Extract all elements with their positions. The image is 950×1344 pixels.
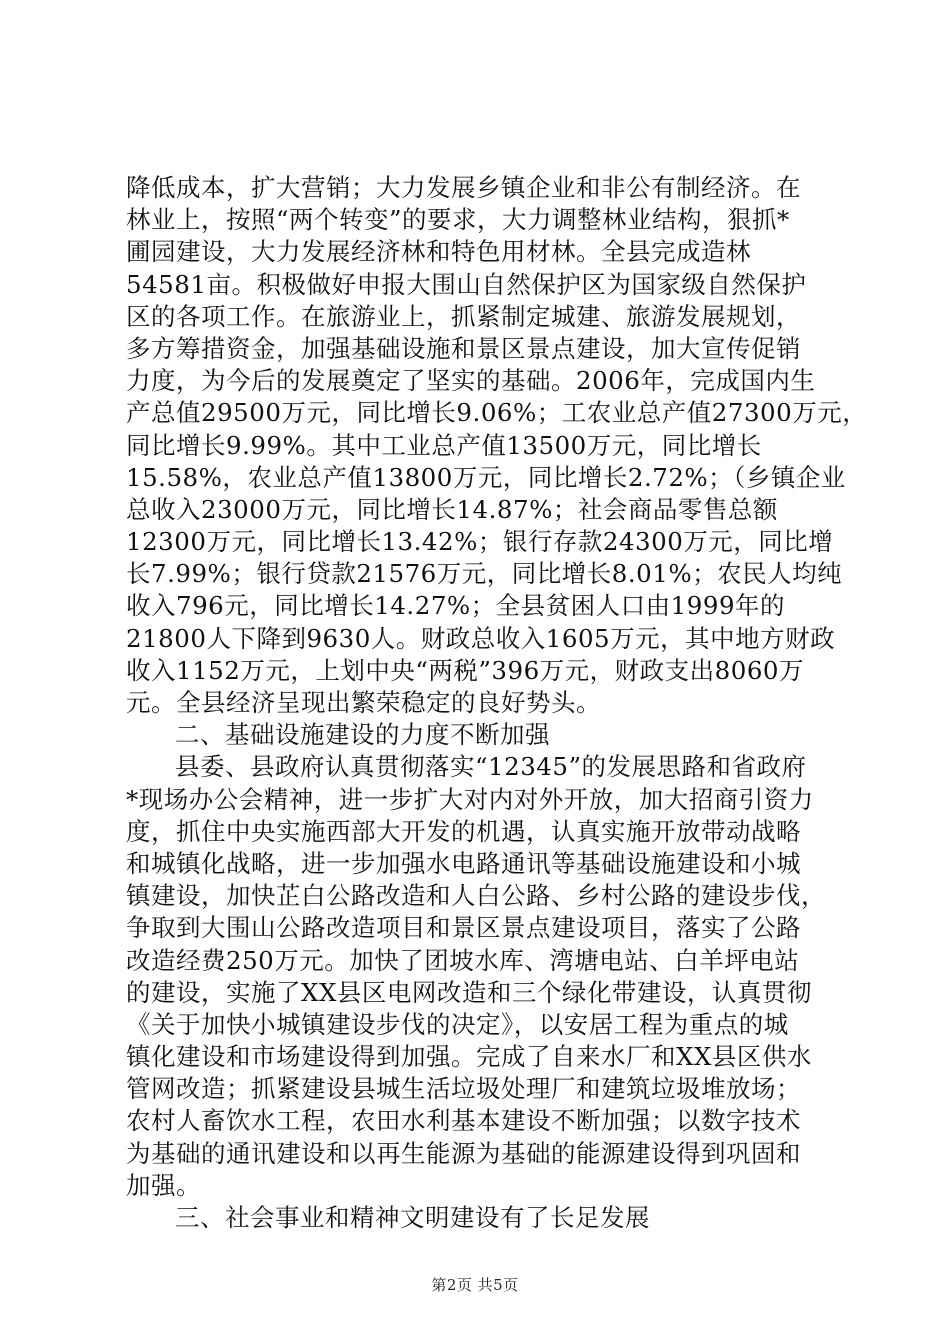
text-line: 加强。 xyxy=(126,1170,201,1200)
text-line: 收入796元，同比增长14.27%；全县贫困人口由1999年的 xyxy=(126,591,786,621)
text-line: 管网改造；抓紧建设县城生活垃圾处理厂和建筑垃圾堆放场； xyxy=(126,1074,801,1104)
text-line: *现场办公会精神，进一步扩大对内对外开放，加大招商引资力 xyxy=(126,784,814,814)
text-line: 区的各项工作。在旅游业上，抓紧制定城建、旅游发展规划， xyxy=(126,301,801,331)
document-body xyxy=(126,172,868,1234)
text-line: 为基础的通讯建设和以再生能源为基础的能源建设得到巩固和 xyxy=(126,1138,801,1168)
text-line: 总收入23000万元，同比增长14.87%；社会商品零售总额 xyxy=(126,494,778,524)
text-line: 收入1152万元，上划中央“两税”396万元，财政支出8060万 xyxy=(126,655,805,685)
text-line: 同比增长9.99%。其中工业总产值13500万元，同比增长 xyxy=(126,430,762,460)
text-line: 《关于加快小城镇建设步伐的决定》，以安居工程为重点的城 xyxy=(126,1009,789,1039)
text-line: 的建设，实施了XX县区电网改造和三个绿化带建设，认真贯彻 xyxy=(126,977,812,1007)
section-heading-3: 三、社会事业和精神文明建设有了长足发展 xyxy=(175,1203,650,1232)
text-line: 镇建设，加快芷白公路改造和人白公路、乡村公路的建设步伐， xyxy=(126,881,826,911)
text-line: 争取到大围山公路改造项目和景区景点建设项目，落实了公路 xyxy=(126,913,801,943)
text-line: 元。全县经济呈现出繁荣稳定的良好势头。 xyxy=(126,688,601,717)
page-number-footer: 第2页 共5页 xyxy=(431,1276,519,1294)
text-line: 降低成本，扩大营销；大力发展乡镇企业和非公有制经济。在 xyxy=(126,173,801,202)
text-line: 力度，为今后的发展奠定了坚实的基础。2006年，完成国内生 xyxy=(126,366,816,396)
text-line: 镇化建设和市场建设得到加强。完成了自来水厂和XX县区供水 xyxy=(126,1042,812,1072)
text-line: 县委、县政府认真贯彻落实“12345”的发展思路和省政府 xyxy=(175,752,807,782)
text-line: 圃园建设，大力发展经济林和特色用材林。全县完成造林 xyxy=(126,237,751,267)
text-line: 农村人畜饮水工程，农田水利基本建设不断加强；以数字技术 xyxy=(126,1106,801,1136)
text-line: 改造经费250万元。加快了团坡水库、湾塘电站、白羊坪电站 xyxy=(126,945,800,975)
text-line: 林业上，按照“两个转变”的要求，大力调整林业结构，狠抓* xyxy=(126,205,790,235)
text-line: 长7.99%；银行贷款21576万元，同比增长8.01%；农民人均纯 xyxy=(126,559,843,589)
text-line: 和城镇化战略，进一步加强水电路通讯等基础设施建设和小城 xyxy=(126,848,801,878)
section-heading-2: 二、基础设施建设的力度不断加强 xyxy=(175,720,550,750)
text-line: 度，抓住中央实施西部大开发的机遇，认真实施开放带动战略 xyxy=(126,816,801,846)
text-line: 21800人下降到9630人。财政总收入1605万元，其中地方财政 xyxy=(126,623,836,653)
text-line: 产总值29500万元，同比增长9.06%；工农业总产值27300万元， xyxy=(126,398,868,428)
text-line: 12300万元，同比增长13.42%；银行存款24300万元，同比增 xyxy=(126,527,834,557)
text-line: 多方筹措资金，加强基础设施和景区景点建设，加大宣传促销 xyxy=(126,333,801,363)
text-line: 54581亩。积极做好申报大围山自然保护区为国家级自然保护 xyxy=(126,269,807,299)
text-line: 15.58%，农业总产值13800万元，同比增长2.72%；（乡镇企业 xyxy=(126,462,846,492)
